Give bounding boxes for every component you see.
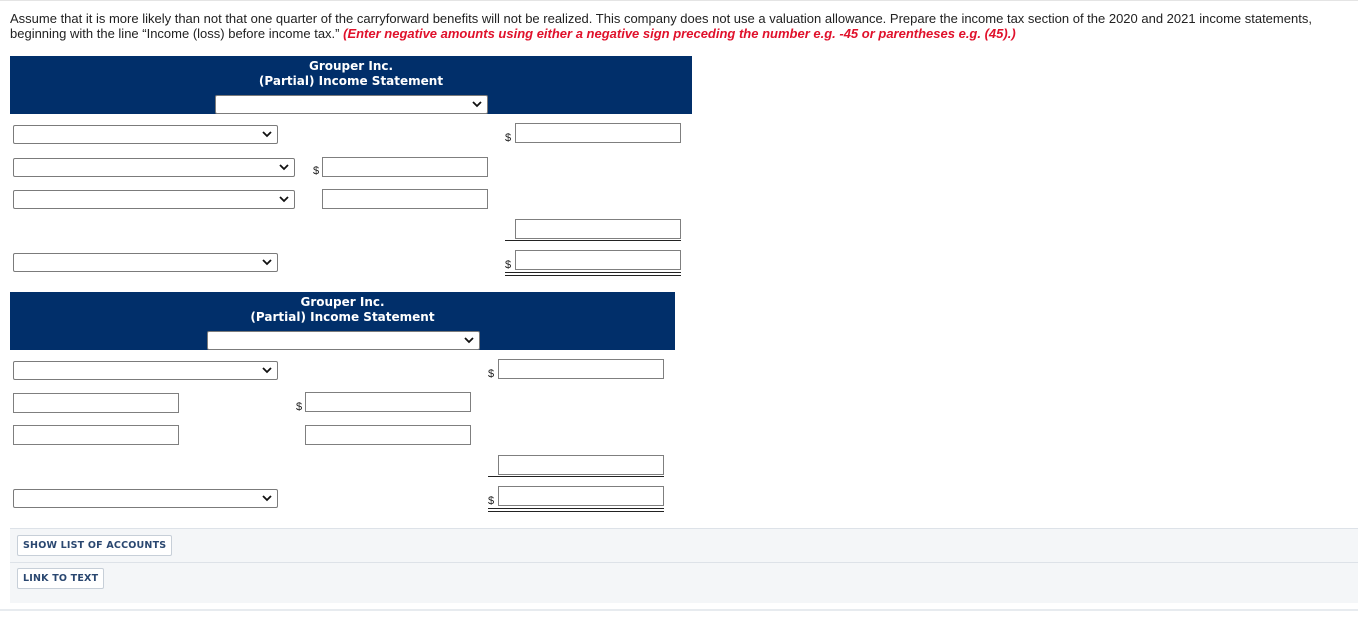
top-rule bbox=[0, 0, 1358, 1]
period-select[interactable] bbox=[215, 95, 488, 114]
total-underline bbox=[488, 476, 664, 477]
account-input[interactable] bbox=[13, 393, 179, 413]
double-underline bbox=[505, 272, 681, 273]
currency-symbol: $ bbox=[505, 132, 512, 144]
account-select[interactable] bbox=[13, 361, 278, 380]
chevron-down-icon bbox=[262, 257, 272, 267]
statement-title: (Partial) Income Statement bbox=[250, 310, 435, 324]
company-name: Grouper Inc. bbox=[308, 59, 394, 73]
bottom-rule bbox=[0, 609, 1358, 611]
link-to-text-button[interactable]: LINK TO TEXT bbox=[17, 568, 104, 589]
show-list-of-accounts-button[interactable]: SHOW LIST OF ACCOUNTS bbox=[17, 535, 172, 556]
subtotal-input[interactable] bbox=[498, 455, 664, 475]
currency-symbol: $ bbox=[505, 259, 512, 271]
double-underline bbox=[488, 508, 664, 509]
statement-title: (Partial) Income Statement bbox=[258, 74, 444, 88]
chevron-down-icon bbox=[472, 99, 482, 109]
company-name: Grouper Inc. bbox=[300, 295, 385, 309]
double-underline bbox=[488, 511, 664, 512]
chevron-down-icon bbox=[262, 493, 272, 503]
currency-symbol: $ bbox=[488, 368, 495, 380]
instructions-text: Assume that it is more likely than not that one quarter of the carryforward benefits will not be realized. This company does not use a valuation allowance. Prepare the income tax section of the 2020 and 2021 income statements, beginning with the line “Income (loss) before income tax.” bbox=[10, 11, 1312, 41]
amount-input[interactable] bbox=[322, 157, 488, 177]
subtotal-input[interactable] bbox=[515, 219, 681, 239]
total-underline bbox=[505, 240, 681, 241]
account-select[interactable] bbox=[13, 125, 278, 144]
currency-symbol: $ bbox=[296, 401, 303, 413]
amount-input[interactable] bbox=[322, 189, 488, 209]
account-input[interactable] bbox=[13, 425, 179, 445]
total-input[interactable] bbox=[515, 250, 681, 270]
double-underline bbox=[505, 275, 681, 276]
instructions-emphasis: (Enter negative amounts using either a negative sign preceding the number e.g. -45 or parentheses e.g. (45).) bbox=[343, 26, 1016, 41]
chevron-down-icon bbox=[262, 129, 272, 139]
resource-bar bbox=[10, 528, 1358, 603]
period-select[interactable] bbox=[207, 331, 480, 350]
currency-symbol: $ bbox=[488, 495, 495, 507]
account-select[interactable] bbox=[13, 489, 278, 508]
account-select[interactable] bbox=[13, 190, 295, 209]
divider bbox=[10, 562, 1358, 563]
amount-input[interactable] bbox=[515, 123, 681, 143]
total-input[interactable] bbox=[498, 486, 664, 506]
chevron-down-icon bbox=[262, 365, 272, 375]
amount-input[interactable] bbox=[498, 359, 664, 379]
account-select[interactable] bbox=[13, 253, 278, 272]
amount-input[interactable] bbox=[305, 392, 471, 412]
question-instructions bbox=[10, 11, 1345, 41]
amount-input[interactable] bbox=[305, 425, 471, 445]
chevron-down-icon bbox=[279, 194, 289, 204]
chevron-down-icon bbox=[279, 162, 289, 172]
account-select[interactable] bbox=[13, 158, 295, 177]
chevron-down-icon bbox=[464, 335, 474, 345]
currency-symbol: $ bbox=[313, 165, 320, 177]
